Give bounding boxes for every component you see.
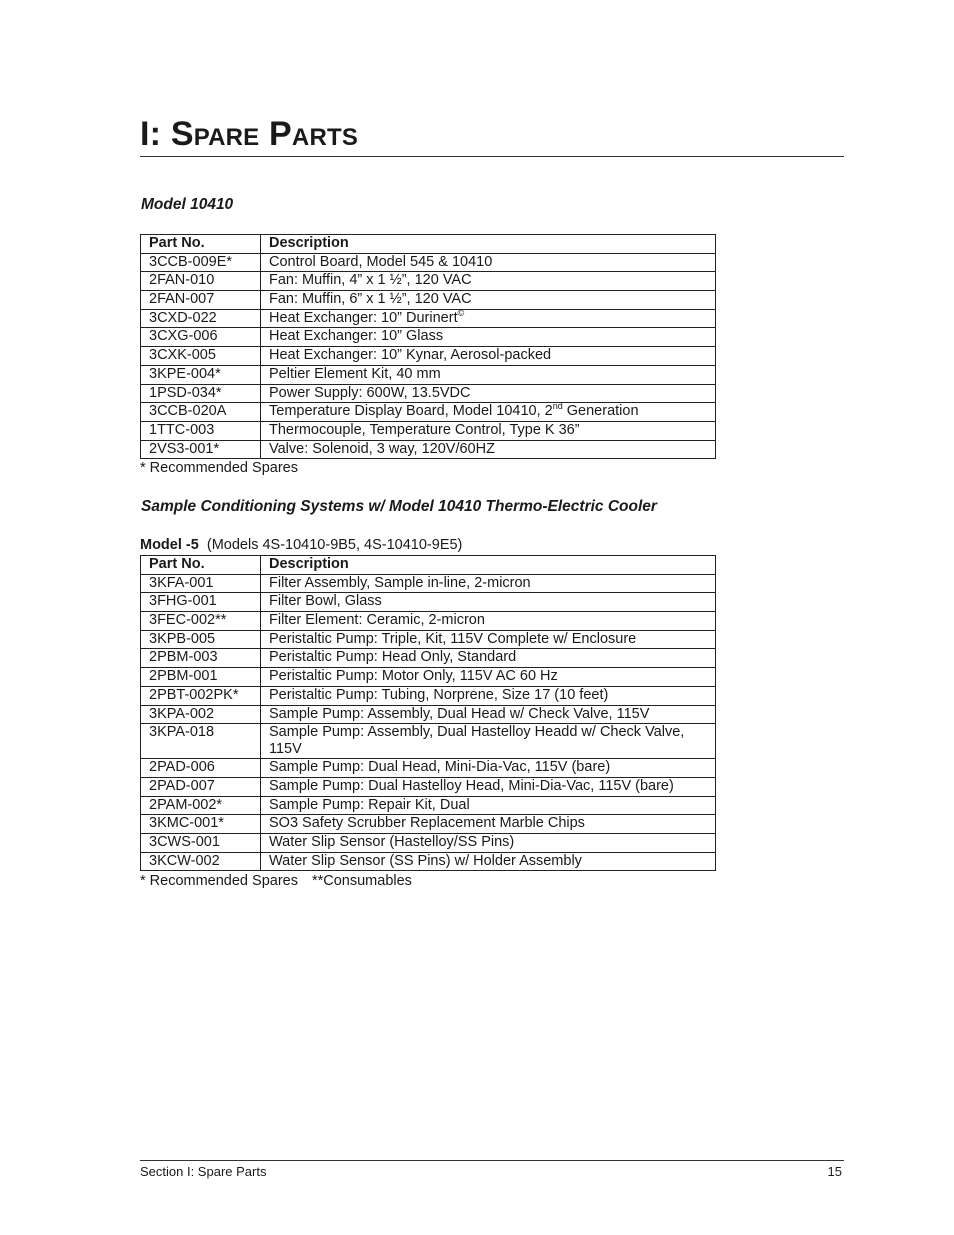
page-title: I: Spare Parts xyxy=(140,115,359,153)
table-row xyxy=(141,649,716,668)
footnote-recommended-spares: * Recommended Spares xyxy=(140,873,298,889)
description-cell: Power Supply: 600W, 13.5VDC xyxy=(261,384,716,403)
section-heading-sample-conditioning: Sample Conditioning Systems w/ Model 10410 Thermo-Electric Cooler xyxy=(141,498,657,515)
title-rule xyxy=(140,156,844,157)
column-header-description: Description xyxy=(261,235,716,254)
part-number-cell: 3FHG-001 xyxy=(141,593,261,612)
part-number-cell: 2PBT-002PK* xyxy=(141,686,261,705)
description-cell: Sample Pump: Repair Kit, Dual xyxy=(261,796,716,815)
table-row xyxy=(141,833,716,852)
part-number-cell: 2PBM-001 xyxy=(141,668,261,687)
copyright-mark: © xyxy=(457,307,465,318)
model-label-detail: (Models 4S-10410-9B5, 4S-10410-9E5) xyxy=(206,537,463,553)
footer-section-label: Section I: Spare Parts xyxy=(140,1164,267,1179)
description-cell xyxy=(261,403,716,422)
part-number-cell: 3KFA-001 xyxy=(141,574,261,593)
part-number-cell: 1TTC-003 xyxy=(141,421,261,440)
part-number-cell: 1PSD-034* xyxy=(141,384,261,403)
description-text: Temperature Display Board, Model 10410, 2 xyxy=(269,403,553,420)
description-cell: Valve: Solenoid, 3 way, 120V/60HZ xyxy=(261,440,716,459)
part-number-cell: 3KPA-002 xyxy=(141,705,261,724)
page-number: 15 xyxy=(827,1164,842,1179)
description-cell: Water Slip Sensor (SS Pins) w/ Holder Assembly xyxy=(261,852,716,871)
table-row xyxy=(141,347,716,366)
table-row xyxy=(141,777,716,796)
column-header-part-no: Part No. xyxy=(141,235,261,254)
table-row xyxy=(141,815,716,834)
part-number-cell: 3CXD-022 xyxy=(141,309,261,328)
table-row xyxy=(141,384,716,403)
footnote-consumables: **Consumables xyxy=(311,873,412,889)
description-cell: Thermocouple, Temperature Control, Type K 36” xyxy=(261,421,716,440)
part-number-cell: 3KCW-002 xyxy=(141,852,261,871)
part-number-cell: 2PAD-007 xyxy=(141,777,261,796)
description-cell: Filter Assembly, Sample in-line, 2-micron xyxy=(261,574,716,593)
table-row xyxy=(141,852,716,871)
description-cell: Heat Exchanger: 10” Glass xyxy=(261,328,716,347)
part-number-cell: 3CXK-005 xyxy=(141,347,261,366)
table-row xyxy=(141,365,716,384)
part-number-cell: 2FAN-010 xyxy=(141,272,261,291)
description-cell: Sample Pump: Dual Head, Mini-Dia-Vac, 115V (bare) xyxy=(261,759,716,778)
part-number-cell: 3KMC-001* xyxy=(141,815,261,834)
model-label xyxy=(140,537,462,553)
table-row xyxy=(141,253,716,272)
table-row xyxy=(141,328,716,347)
section-heading-model-10410: Model 10410 xyxy=(141,196,234,213)
part-number-cell: 2VS3-001* xyxy=(141,440,261,459)
part-number-cell: 3KPA-018 xyxy=(141,724,261,759)
table-row xyxy=(141,593,716,612)
description-text: Heat Exchanger: 10” Durinert xyxy=(269,309,458,326)
table-row xyxy=(141,668,716,687)
description-cell: Sample Pump: Assembly, Dual Head w/ Check Valve, 115V xyxy=(261,705,716,724)
table-header-row xyxy=(141,556,716,575)
table-row xyxy=(141,291,716,310)
column-header-description: Description xyxy=(261,556,716,575)
table-row xyxy=(141,796,716,815)
table-row xyxy=(141,630,716,649)
spare-parts-table-model-10410 xyxy=(140,234,716,459)
table-row xyxy=(141,574,716,593)
part-number-cell: 3KPE-004* xyxy=(141,365,261,384)
description-cell: Peristaltic Pump: Tubing, Norprene, Size 17 (10 feet) xyxy=(261,686,716,705)
part-number-cell: 2PBM-003 xyxy=(141,649,261,668)
description-cell: Peristaltic Pump: Motor Only, 115V AC 60 Hz xyxy=(261,668,716,687)
table-row xyxy=(141,403,716,422)
table-row xyxy=(141,705,716,724)
description-cell: Heat Exchanger: 10” Kynar, Aerosol-packed xyxy=(261,347,716,366)
part-number-cell: 2FAN-007 xyxy=(141,291,261,310)
part-number-cell: 2PAM-002* xyxy=(141,796,261,815)
footer-rule xyxy=(140,1160,844,1161)
description-cell: Sample Pump: Dual Hastelloy Head, Mini-Dia-Vac, 115V (bare) xyxy=(261,777,716,796)
table-row xyxy=(141,612,716,631)
model-label-bold: Model -5 xyxy=(140,537,199,553)
table-row xyxy=(141,309,716,328)
description-cell: Peristaltic Pump: Triple, Kit, 115V Complete w/ Enclosure xyxy=(261,630,716,649)
footnote-legend xyxy=(140,873,412,889)
description-cell: Peristaltic Pump: Head Only, Standard xyxy=(261,649,716,668)
part-number-cell: 3CCB-020A xyxy=(141,403,261,422)
table-row xyxy=(141,272,716,291)
description-cell: Sample Pump: Assembly, Dual Hastelloy Headd w/ Check Valve, 115V xyxy=(261,724,716,759)
footnote-recommended-spares: * Recommended Spares xyxy=(140,460,298,476)
description-cell xyxy=(261,309,716,328)
description-cell: Control Board, Model 545 & 10410 xyxy=(261,253,716,272)
description-text-tail: Generation xyxy=(562,403,639,420)
column-header-part-no: Part No. xyxy=(141,556,261,575)
table-row xyxy=(141,421,716,440)
table-header-row xyxy=(141,235,716,254)
ordinal-suffix: nd xyxy=(552,401,563,412)
spare-parts-table-model-5 xyxy=(140,555,716,871)
description-cell: Fan: Muffin, 6” x 1 ½”, 120 VAC xyxy=(261,291,716,310)
table-row xyxy=(141,759,716,778)
part-number-cell: 2PAD-006 xyxy=(141,759,261,778)
description-cell: Filter Element: Ceramic, 2-micron xyxy=(261,612,716,631)
table-row xyxy=(141,686,716,705)
part-number-cell: 3FEC-002** xyxy=(141,612,261,631)
description-cell: Water Slip Sensor (Hastelloy/SS Pins) xyxy=(261,833,716,852)
description-cell: Filter Bowl, Glass xyxy=(261,593,716,612)
description-cell: Fan: Muffin, 4” x 1 ½”, 120 VAC xyxy=(261,272,716,291)
description-cell: SO3 Safety Scrubber Replacement Marble Chips xyxy=(261,815,716,834)
part-number-cell: 3CXG-006 xyxy=(141,328,261,347)
part-number-cell: 3CCB-009E* xyxy=(141,253,261,272)
part-number-cell: 3CWS-001 xyxy=(141,833,261,852)
description-cell: Peltier Element Kit, 40 mm xyxy=(261,365,716,384)
table-row xyxy=(141,440,716,459)
table-row xyxy=(141,724,716,759)
part-number-cell: 3KPB-005 xyxy=(141,630,261,649)
